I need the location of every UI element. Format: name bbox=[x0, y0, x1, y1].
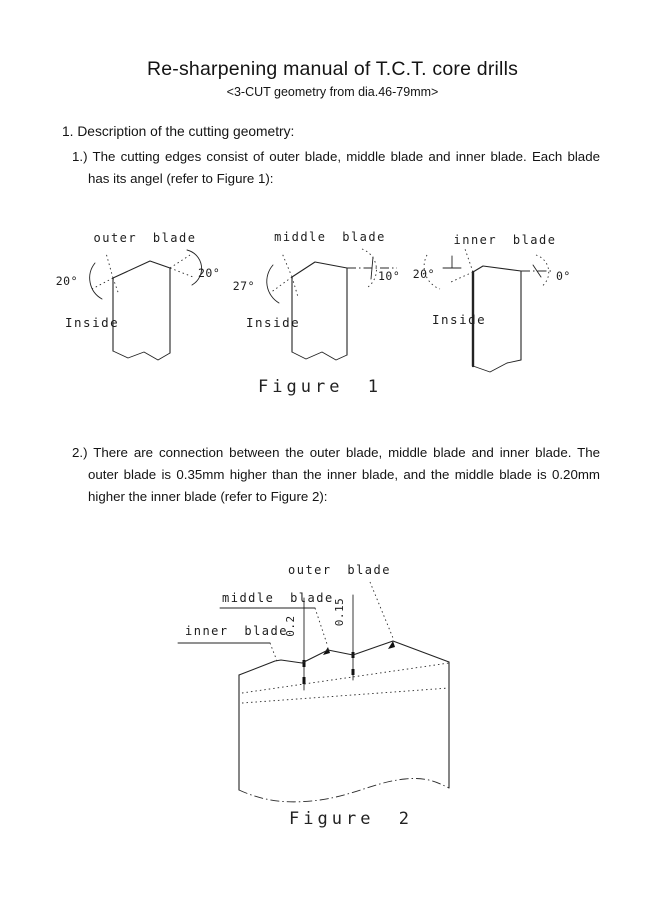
inner-blade-right-angle: 0° bbox=[556, 269, 571, 283]
figure1-inner-blade bbox=[413, 233, 571, 372]
dimension-value-0-2: 0.2 bbox=[284, 615, 297, 637]
middle-blade-inside-label: Inside bbox=[246, 315, 301, 330]
paragraph-1 bbox=[72, 146, 600, 190]
figure2-middle-blade-label: middle blade bbox=[222, 591, 334, 605]
inner-blade-label: inner blade bbox=[453, 233, 557, 247]
middle-blade-left-angle-arc bbox=[267, 265, 279, 303]
drill-body-hidden-edge-1 bbox=[242, 663, 449, 693]
figure1-middle-blade bbox=[233, 230, 401, 360]
drill-body-break-line bbox=[239, 778, 449, 801]
figure1-caption: Figure 1 bbox=[258, 377, 382, 397]
inner-blade-left-datum-symbol bbox=[443, 256, 461, 268]
figure2-dimension-inner-to-middle bbox=[284, 598, 304, 690]
paragraph-2-marker: 2.) bbox=[72, 445, 88, 460]
figure2-inner-blade-leader bbox=[270, 643, 277, 661]
middle-blade-outline bbox=[292, 262, 347, 355]
outer-blade-left-angle: 20° bbox=[55, 274, 78, 288]
outer-blade-right-extension-lines bbox=[170, 255, 193, 277]
figure2-outer-blade-leader bbox=[370, 582, 393, 638]
figure2-drawing bbox=[170, 550, 580, 840]
middle-blade-left-angle: 27° bbox=[232, 279, 255, 293]
paragraph-1-text: The cutting edges consist of outer blade, middle blade and inner blade. Each blade has its angel (refer to Figure 1): bbox=[88, 149, 600, 186]
outer-blade-right-angle: 20° bbox=[198, 266, 221, 280]
middle-blade-right-angle: 10° bbox=[378, 269, 401, 283]
outer-blade-break-line bbox=[113, 351, 170, 360]
figure2-caption: Figure 2 bbox=[289, 809, 413, 829]
dimension-value-0-15: 0.15 bbox=[333, 597, 346, 627]
section-heading: 1. Description of the cutting geometry: bbox=[62, 124, 295, 139]
paragraph-2-text: There are connection between the outer blade, middle blade and inner blade. The outer blade is 0.35mm higher than the inner blade, and the middle blade is 0.20mm higher the inner blade (refer to Figure 2): bbox=[88, 445, 600, 504]
figure1-drawing bbox=[20, 225, 620, 400]
figure2-inner-blade-label: inner blade bbox=[185, 624, 288, 638]
outer-blade-left-angle-arc bbox=[90, 263, 102, 299]
figure2-dimension-middle-to-outer bbox=[333, 595, 353, 680]
outer-blade-left-extension-lines bbox=[92, 253, 119, 295]
page-title: Re-sharpening manual of T.C.T. core drills bbox=[146, 58, 519, 80]
figure2-middle-blade-leader bbox=[315, 608, 327, 644]
outer-blade-inside-label: Inside bbox=[65, 315, 120, 330]
inner-blade-break-line bbox=[473, 360, 521, 372]
figure1-outer-blade bbox=[56, 231, 221, 360]
middle-blade-left-extension-lines bbox=[270, 253, 298, 297]
figure2-outer-blade-label: outer blade bbox=[288, 563, 391, 577]
drill-body-top-profile bbox=[239, 641, 449, 675]
outer-blade-outline bbox=[113, 261, 170, 353]
outer-blade-label: outer blade bbox=[93, 231, 197, 245]
inner-blade-inside-label: Inside bbox=[432, 312, 487, 327]
inner-blade-left-angle: 20° bbox=[412, 267, 435, 281]
page-subtitle: <3-CUT geometry from dia.46-79mm> bbox=[226, 85, 439, 99]
inner-blade-left-extension-lines bbox=[451, 249, 473, 282]
paragraph-2 bbox=[72, 442, 600, 508]
middle-blade-label: middle blade bbox=[274, 230, 386, 244]
middle-blade-break-line bbox=[292, 352, 347, 360]
paragraph-1-marker: 1.) bbox=[72, 149, 88, 164]
drill-body-hidden-edge-2 bbox=[242, 688, 449, 703]
figure2-drill-body bbox=[239, 641, 449, 802]
